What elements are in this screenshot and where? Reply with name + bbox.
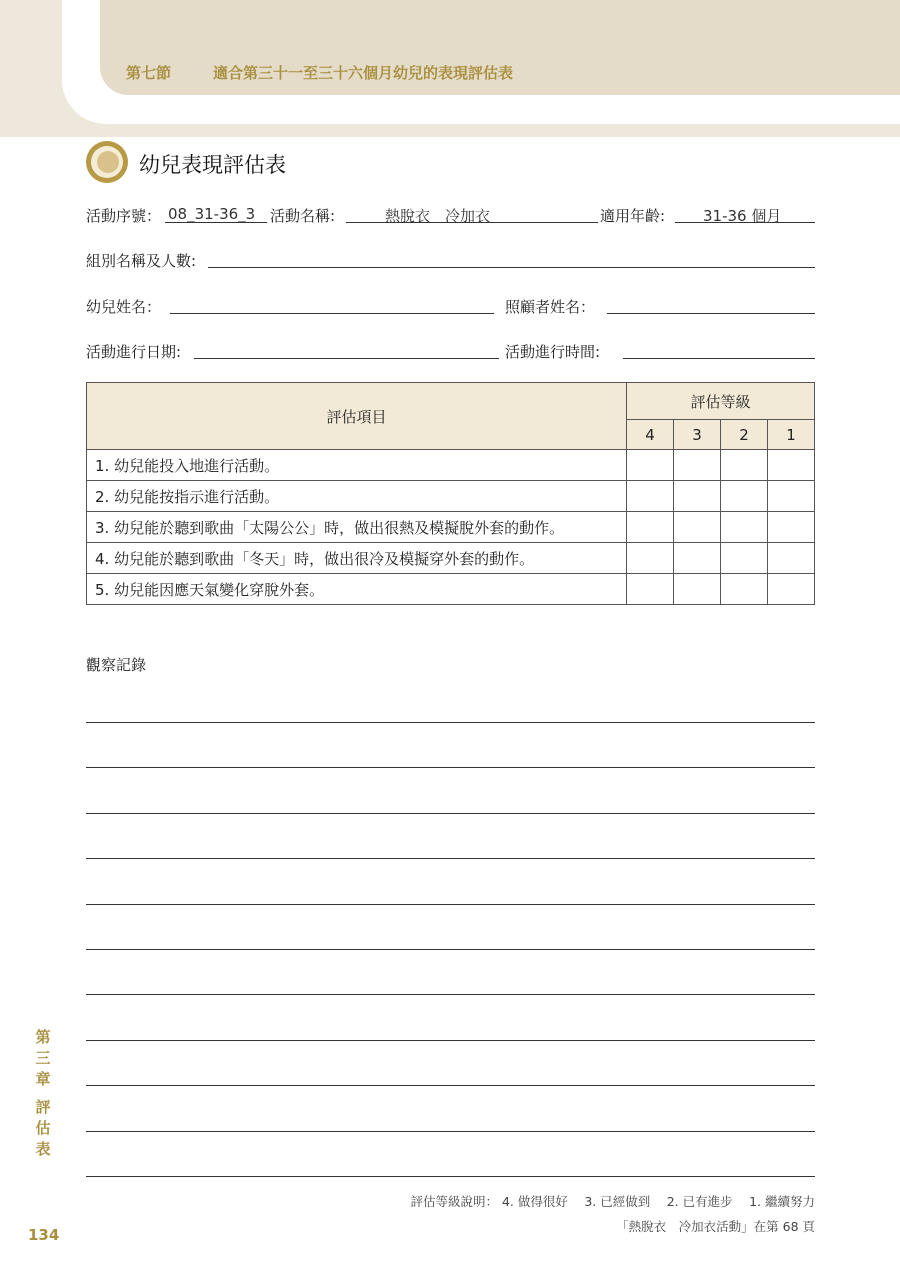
observation-line[interactable]: [86, 1131, 815, 1132]
table-row: [87, 574, 815, 605]
carer-name-field[interactable]: [607, 313, 815, 314]
time-label: 活動進行時間:: [505, 343, 601, 361]
grade-cell[interactable]: [721, 543, 768, 574]
age-label: 適用年齡:: [600, 207, 666, 225]
observation-line[interactable]: [86, 1040, 815, 1041]
observation-line[interactable]: [86, 858, 815, 859]
table-row: [87, 512, 815, 543]
header-divider: [100, 95, 900, 98]
item-text: 2. 幼兒能按指示進行活動。: [87, 481, 627, 512]
grade-cell[interactable]: [721, 481, 768, 512]
grade-cell[interactable]: [768, 543, 815, 574]
time-field[interactable]: [623, 358, 815, 359]
grade-legend: 評估等級說明： 4. 做得很好 3. 已經做到 2. 已有進步 1. 繼續努力: [410, 1194, 815, 1209]
grade-header: 評估等級: [627, 383, 815, 420]
carer-name-label: 照顧者姓名：: [505, 298, 596, 316]
grade-1-header: 1: [768, 420, 815, 450]
grade-cell[interactable]: [674, 574, 721, 605]
activity-reference: 「熱脫衣 冷加衣活動」在第 68 頁: [616, 1219, 815, 1234]
activity-name-label: 活動名稱:: [270, 207, 336, 225]
grade-4-header: 4: [627, 420, 674, 450]
page-number: 134: [28, 1226, 60, 1244]
activity-no-label: 活動序號：: [86, 207, 162, 225]
grade-2-header: 2: [721, 420, 768, 450]
observation-line[interactable]: [86, 813, 815, 814]
table-row: [87, 450, 815, 481]
item-text: 3. 幼兒能於聽到歌曲「太陽公公」時，做出很熱及模擬脫外套的動作。: [87, 512, 627, 543]
grade-cell[interactable]: [721, 450, 768, 481]
table-row: [87, 543, 815, 574]
item-text: 4. 幼兒能於聽到歌曲「冬天」時，做出很冷及模擬穿外套的動作。: [87, 543, 627, 574]
observation-line[interactable]: [86, 1085, 815, 1086]
observation-line[interactable]: [86, 904, 815, 905]
item-text: 1. 幼兒能投入地進行活動。: [87, 450, 627, 481]
date-field[interactable]: [194, 358, 499, 359]
section-title: 適合第三十一至三十六個月幼兒的表現評估表: [213, 64, 514, 82]
section-number: 第七節: [126, 64, 172, 82]
grade-cell[interactable]: [674, 481, 721, 512]
grade-cell[interactable]: [721, 574, 768, 605]
observation-line[interactable]: [86, 949, 815, 950]
side-name-char: 評: [35, 1098, 51, 1116]
child-name-field[interactable]: [170, 313, 494, 314]
grade-cell[interactable]: [627, 574, 674, 605]
grade-cell[interactable]: [627, 450, 674, 481]
grade-cell[interactable]: [768, 450, 815, 481]
observation-line[interactable]: [86, 722, 815, 723]
grade-cell[interactable]: [627, 481, 674, 512]
table-row: [87, 481, 815, 512]
item-text: 5. 幼兒能因應天氣變化穿脫外套。: [87, 574, 627, 605]
grade-cell[interactable]: [721, 512, 768, 543]
page-title: 幼兒表現評估表: [139, 153, 286, 177]
grade-cell[interactable]: [768, 481, 815, 512]
side-chapter-char: 三: [35, 1049, 51, 1067]
side-chapter-char: 章: [35, 1070, 51, 1088]
group-field[interactable]: [208, 267, 815, 268]
activity-no-value: 08_31-36_3: [168, 205, 256, 223]
side-name-char: 估: [35, 1119, 51, 1137]
grade-cell[interactable]: [768, 512, 815, 543]
age-value: 31-36 個月: [703, 207, 782, 225]
observation-line[interactable]: [86, 1176, 815, 1177]
observation-line[interactable]: [86, 994, 815, 995]
evaluation-table: [86, 382, 815, 605]
observation-line[interactable]: [86, 767, 815, 768]
grade-cell[interactable]: [674, 512, 721, 543]
side-chapter-char: 第: [35, 1028, 51, 1046]
child-name-label: 幼兒姓名：: [86, 298, 162, 316]
activity-name-value: 熱脫衣 冷加衣: [385, 207, 491, 225]
grade-cell[interactable]: [627, 512, 674, 543]
side-name-char: 表: [35, 1140, 51, 1158]
circle-emblem-icon: [86, 141, 128, 183]
date-label: 活動進行日期:: [86, 343, 182, 361]
group-label: 組別名稱及人數:: [86, 252, 197, 270]
grade-cell[interactable]: [768, 574, 815, 605]
grade-3-header: 3: [674, 420, 721, 450]
observation-label: 觀察記錄: [86, 656, 147, 674]
grade-cell[interactable]: [674, 450, 721, 481]
grade-cell[interactable]: [627, 543, 674, 574]
grade-cell[interactable]: [674, 543, 721, 574]
item-header: 評估項目: [87, 383, 627, 450]
